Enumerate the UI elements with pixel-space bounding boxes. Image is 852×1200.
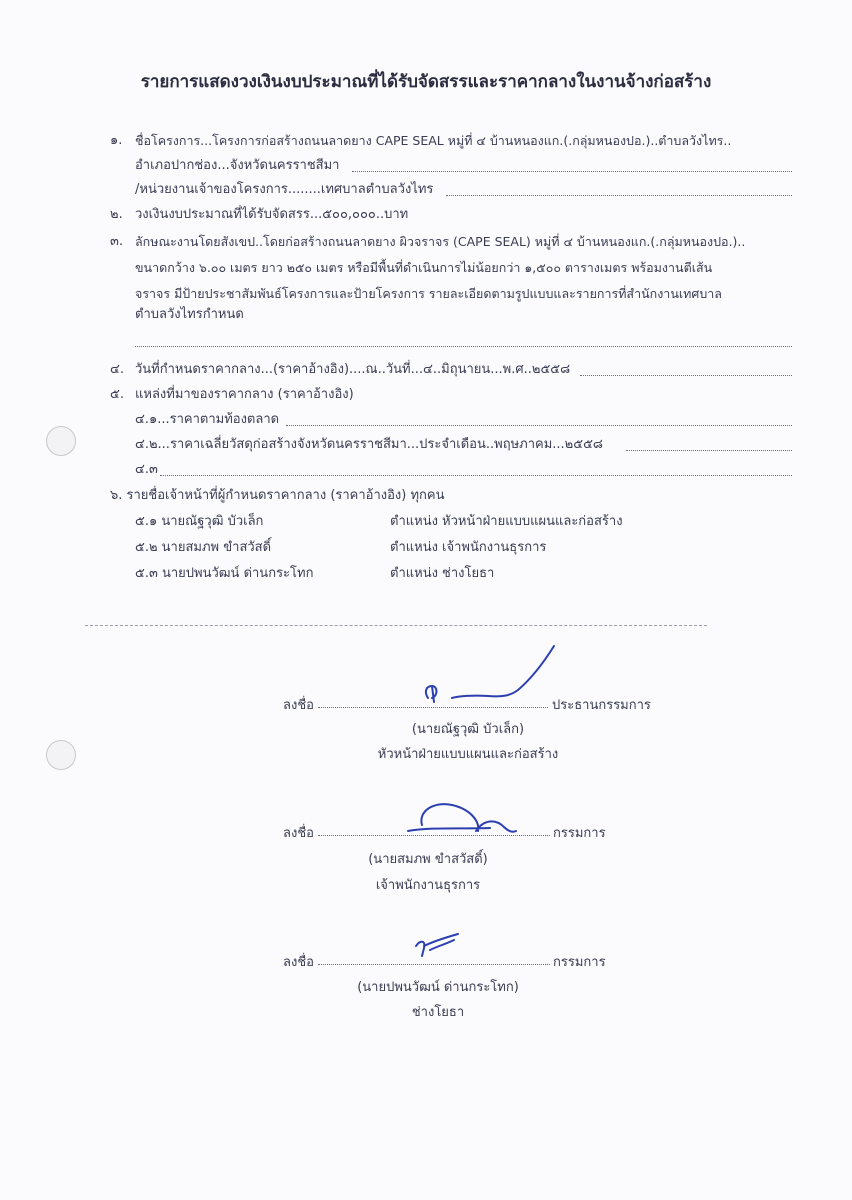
fill-line — [626, 450, 792, 451]
fill-line — [286, 425, 792, 426]
signer-title: หัวหน้าฝ่ายแบบแผนและก่อสร้าง — [377, 747, 559, 762]
signer-name: (นายณัฐวุฒิ บัวเล็ก) — [411, 722, 525, 737]
signer-name: (นายปพนวัฒน์ ด่านกระโทก) — [357, 980, 519, 995]
officials-heading: ๖. รายชื่อเจ้าหน้าที่ผู้กำหนดราคากลาง (ราคาอ้างอิง) ทุกคน — [110, 488, 445, 503]
signature-role: ประธานกรรมการ — [552, 698, 651, 713]
signature-prefix: ลงชื่อ — [283, 826, 314, 841]
signer-title: ช่างโยธา — [411, 1005, 465, 1020]
work-description: ขนาดกว้าง ๖.๐๐ เมตร ยาว ๒๕๐ เมตร หรือมีพื้นที่ดำเนินการไม่น้อยกว่า ๑,๕๐๐ ตารางเมตร พร้อมงานตีเส้น — [135, 260, 713, 275]
signature-image — [400, 795, 520, 840]
price-source-heading: แหล่งที่มาของราคากลาง (ราคาอ้างอิง) — [135, 387, 354, 402]
signature-prefix: ลงชื่อ — [283, 955, 314, 970]
signature-prefix: ลงชื่อ — [283, 698, 314, 713]
item-number: ๔. — [110, 362, 124, 377]
fill-line — [446, 195, 792, 196]
item-number: ๓. — [110, 234, 124, 249]
signature-role: กรรมการ — [553, 955, 606, 970]
work-description: ตำบลวังไทรกำหนด — [135, 307, 244, 322]
project-location: อำเภอปากช่อง...จังหวัดนครราชสีมา — [135, 158, 340, 173]
divider — [85, 625, 707, 626]
signature-image — [410, 930, 470, 960]
price-source-item: ๔.๓ — [135, 462, 158, 477]
item-number: ๑. — [110, 133, 123, 148]
punch-hole — [46, 426, 76, 456]
official-position: ตำแหน่ง ช่างโยธา — [390, 566, 495, 581]
official-position: ตำแหน่ง หัวหน้าฝ่ายแบบแผนและก่อสร้าง — [390, 514, 623, 529]
page-title: รายการแสดงวงเงินงบประมาณที่ได้รับจัดสรรและราคากลางในงานจ้างก่อสร้าง — [140, 72, 712, 92]
official-name: ๕.๒ นายสมภพ ขำสวัสดิ์ — [135, 540, 272, 555]
fill-line — [135, 346, 792, 347]
signature-line — [318, 964, 550, 965]
fill-line — [580, 375, 792, 376]
signer-name: (นายสมภพ ขำสวัสดิ์) — [368, 852, 488, 867]
punch-hole — [46, 740, 76, 770]
signer-title: เจ้าพนักงานธุรการ — [375, 878, 481, 893]
price-source-item: ๔.๒...ราคาเฉลี่ยวัสดุก่อสร้างจังหวัดนครราชสีมา...ประจำเดือน..พฤษภาคม...๒๕๕๘ — [135, 437, 603, 452]
official-name: ๕.๓ นายปพนวัฒน์ ด่านกระโทก — [135, 566, 314, 581]
official-name: ๕.๑ นายณัฐวุฒิ บัวเล็ก — [135, 514, 264, 529]
work-description: ลักษณะงานโดยสังเขป..โดยก่อสร้างถนนลาดยาง ผิวจราจร (CAPE SEAL) หมู่ที่ ๔ บ้านหนองแก.(.กลุ่มหนองปอ.).. — [135, 234, 746, 249]
item-number: ๒. — [110, 207, 123, 222]
item-number: ๕. — [110, 387, 124, 402]
fill-line — [352, 171, 792, 172]
project-name: ชื่อโครงการ...โครงการก่อสร้างถนนลาดยาง CAPE SEAL หมู่ที่ ๔ บ้านหนองแก.(.กลุ่มหนองปอ.)..ตำบลวังไทร.. — [135, 133, 732, 148]
budget-amount: วงเงินงบประมาณที่ได้รับจัดสรร...๕๐๐,๐๐๐..บาท — [135, 207, 409, 222]
reference-date: วันที่กำหนดราคากลาง...(ราคาอ้างอิง)....ณ..วันที่...๔..มิถุนายน...พ.ศ..๒๕๕๘ — [135, 362, 571, 377]
signature-image — [418, 640, 558, 710]
price-source-item: ๔.๑...ราคาตามท้องตลาด — [135, 412, 280, 427]
signature-role: กรรมการ — [553, 826, 606, 841]
official-position: ตำแหน่ง เจ้าพนักงานธุรการ — [390, 540, 547, 555]
work-description: จราจร มีป้ายประชาสัมพันธ์โครงการและป้ายโครงการ รายละเอียดตามรูปแบบและรายการที่สำนักงานเทศบาล — [135, 286, 722, 301]
project-owner: /หน่วยงานเจ้าของโครงการ........เทศบาลตำบลวังไทร — [135, 182, 434, 197]
fill-line — [160, 475, 792, 476]
